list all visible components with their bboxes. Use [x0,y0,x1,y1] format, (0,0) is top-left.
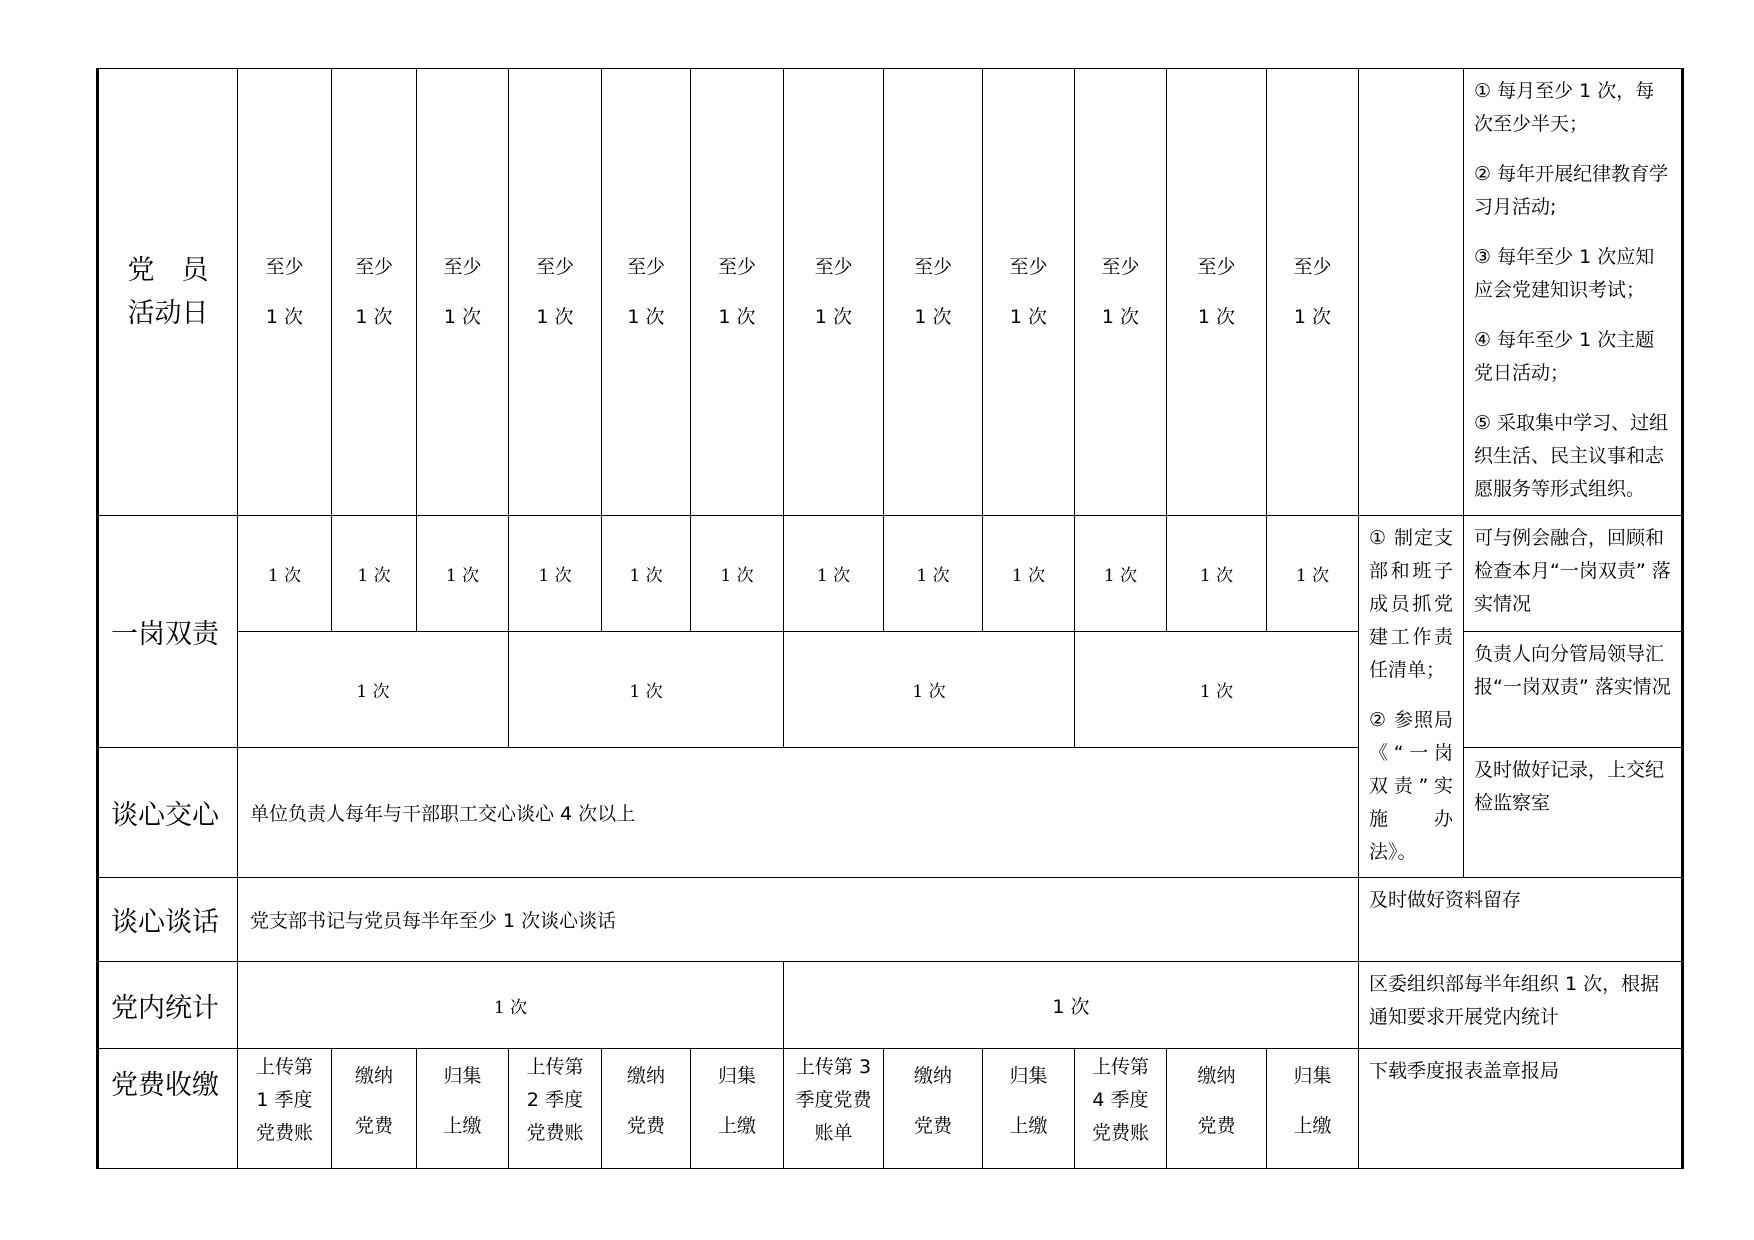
quarter-cell: 1 次 [1075,632,1359,748]
collect-dues-cell: 归集 上缴 [417,1049,509,1169]
statistics-note: 区委组织部每半年组织 1 次，根据通知要求开展党内统计 [1359,962,1683,1049]
month-cell: 至少 1 次 [602,69,691,516]
month-cell: 1 次 [417,516,509,632]
note-item: ② 每年开展纪律教育学习月活动; [1474,163,1669,218]
activity-day-notes [1464,69,1683,516]
quarter-cell: 1 次 [509,632,784,748]
pay-dues-cell: 缴纳 党费 [332,1049,417,1169]
row-label-talk: 谈心谈话 [98,878,238,962]
month-cell: 至少 1 次 [784,69,884,516]
dues-note: 下载季度报表盖章报局 [1359,1049,1683,1169]
month-cell: 1 次 [509,516,602,632]
label-line: 活动日 [127,298,209,329]
upload-q2-cell: 上传第 2 季度 党费账 [509,1049,602,1169]
month-cell: 至少 1 次 [1167,69,1267,516]
month-cell: 1 次 [784,516,884,632]
row-label-dues: 党费收缴 [98,1049,238,1169]
second-half-cell: 1 次 [784,962,1359,1049]
monthly-note: 可与例会融合，回顾和检查本月“一岗双责” 落实情况 [1464,516,1683,632]
collect-dues-cell: 归集 上缴 [691,1049,784,1169]
first-half-cell: 1 次 [238,962,784,1049]
month-cell: 1 次 [691,516,784,632]
party-work-schedule-table [96,68,1684,1169]
month-cell: 至少 1 次 [1075,69,1167,516]
collect-dues-cell: 归集 上缴 [983,1049,1075,1169]
row-label-activity-day [98,69,238,516]
quarter-cell: 1 次 [784,632,1075,748]
month-cell: 至少 1 次 [1267,69,1359,516]
month-cell: 1 次 [238,516,332,632]
month-cell: 1 次 [983,516,1075,632]
row-one-post-monthly [98,516,1683,632]
month-cell: 1 次 [1075,516,1167,632]
month-cell: 1 次 [332,516,417,632]
row-talk [98,878,1683,962]
upload-q1-cell: 上传第 1 季度 党费账 [238,1049,332,1169]
month-cell: 1 次 [602,516,691,632]
pay-dues-cell: 缴纳 党费 [1167,1049,1267,1169]
row-label-statistics: 党内统计 [98,962,238,1049]
row-label-one-post: 一岗双责 [98,516,238,748]
note-item: ③ 每年至少 1 次应知应会党建知识考试； [1474,246,1655,301]
row-statistics [98,962,1683,1049]
empty-requirement-cell [1359,69,1464,516]
one-post-requirements [1359,516,1464,878]
month-cell: 至少 1 次 [884,69,983,516]
pay-dues-cell: 缴纳 党费 [602,1049,691,1169]
heart-to-heart-requirement: 单位负责人每年与干部职工交心谈心 4 次以上 [238,748,1359,878]
upload-q3-cell: 上传第 3 季度党费 账单 [784,1049,884,1169]
month-cell: 1 次 [884,516,983,632]
heart-to-heart-note: 及时做好记录，上交纪检监察室 [1464,748,1683,878]
quarter-cell: 1 次 [238,632,509,748]
note-item: ④ 每年至少 1 次主题党日活动； [1474,329,1655,384]
requirement-item: ② 参照局《“一岗双责”实施办法》。 [1369,709,1453,863]
quarterly-note: 负责人向分管局领导汇报“一岗双责” 落实情况 [1464,632,1683,748]
month-cell: 至少 1 次 [983,69,1075,516]
pay-dues-cell: 缴纳 党费 [884,1049,983,1169]
note-item: ⑤ 采取集中学习、过组织生活、民主议事和志愿服务等形式组织。 [1474,412,1669,500]
month-cell: 至少 1 次 [332,69,417,516]
row-label-heart-to-heart: 谈心交心 [98,748,238,878]
upload-q4-cell: 上传第 4 季度 党费账 [1075,1049,1167,1169]
note-item: ① 每月至少 1 次，每次至少半天； [1474,80,1655,135]
month-cell: 至少 1 次 [509,69,602,516]
row-dues [98,1049,1683,1169]
month-cell: 至少 1 次 [417,69,509,516]
talk-note: 及时做好资料留存 [1359,878,1683,962]
row-activity-day [98,69,1683,516]
month-cell: 1 次 [1267,516,1359,632]
collect-dues-cell: 归集 上缴 [1267,1049,1359,1169]
month-cell: 1 次 [1167,516,1267,632]
month-cell: 至少 1 次 [238,69,332,516]
label-line: 党 员 [127,254,209,286]
talk-requirement: 党支部书记与党员每半年至少 1 次谈心谈话 [238,878,1359,962]
requirement-item: ① 制定支部和班子成员抓党建工作责任清单； [1369,527,1453,681]
month-cell: 至少 1 次 [691,69,784,516]
